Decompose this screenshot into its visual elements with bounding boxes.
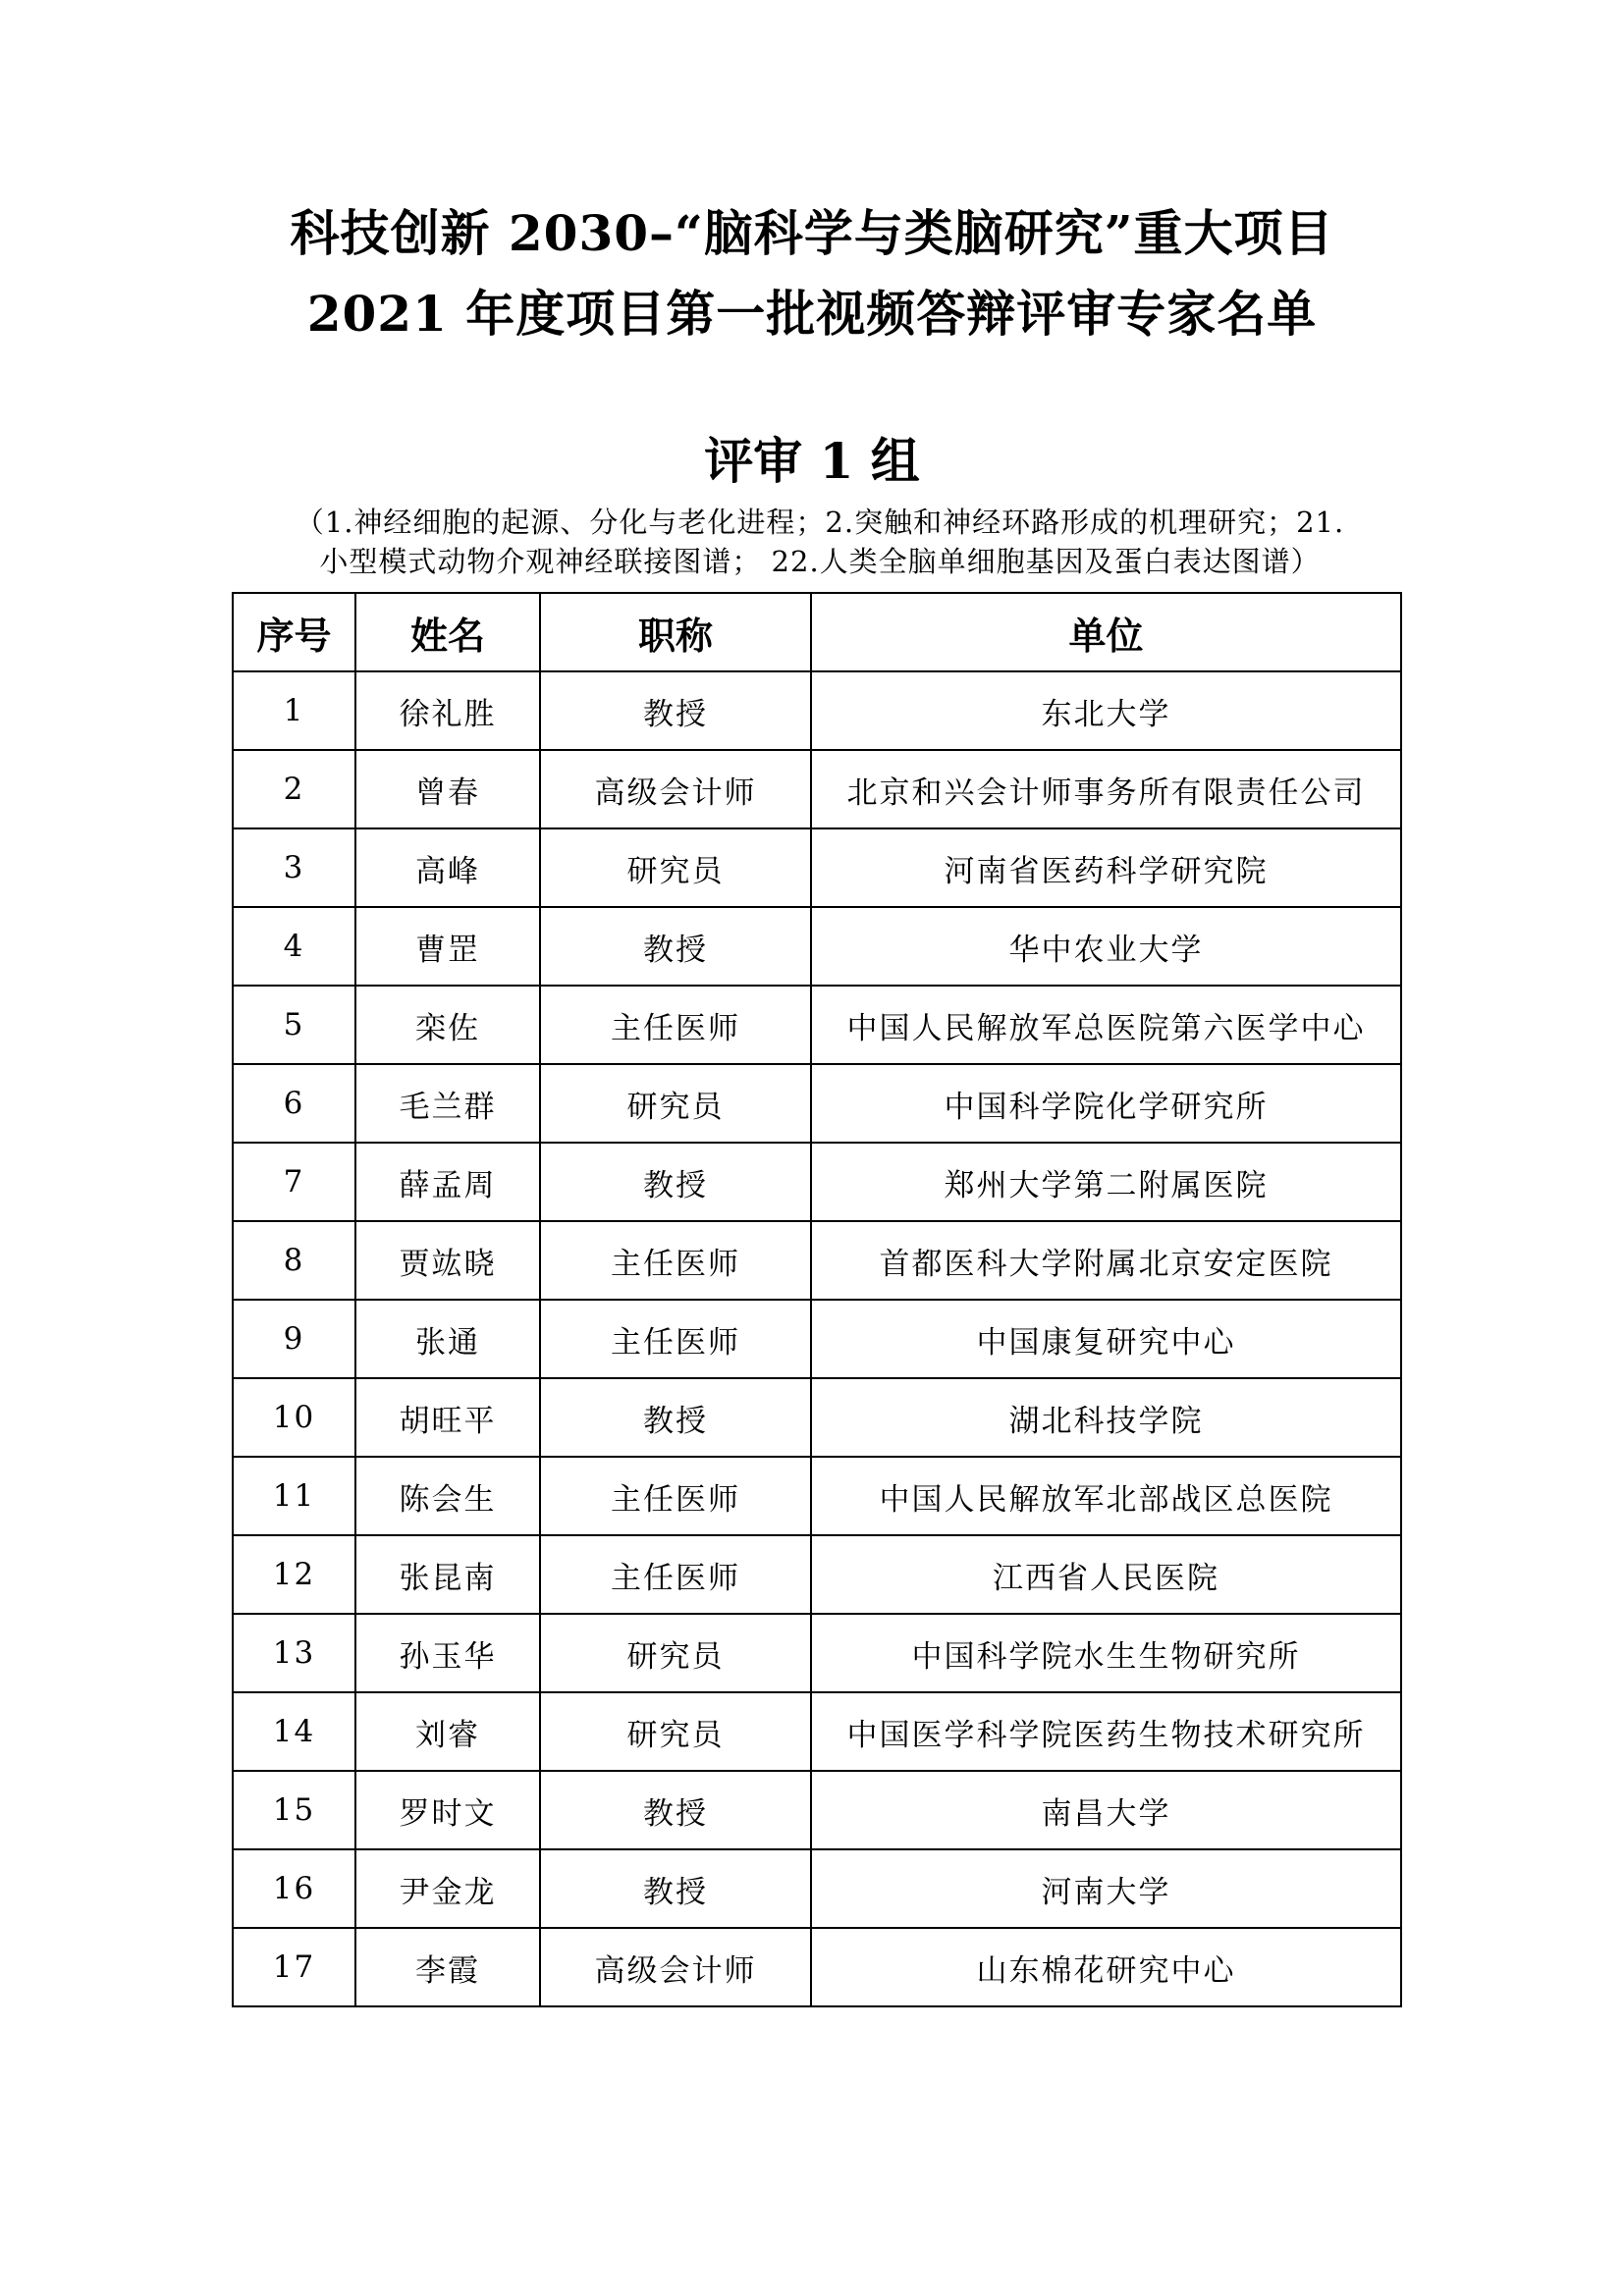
cell-no: 6 <box>233 1064 355 1143</box>
cell-title: 主任医师 <box>540 1535 811 1614</box>
cell-title: 高级会计师 <box>540 750 811 828</box>
cell-name: 曾春 <box>355 750 540 828</box>
table-row <box>233 1457 1401 1535</box>
table-row <box>233 1300 1401 1378</box>
cell-org: 中国医学科学院医药生物技术研究所 <box>811 1692 1401 1771</box>
header-no: 序号 <box>233 593 355 671</box>
cell-org: 中国人民解放军总医院第六医学中心 <box>811 986 1401 1064</box>
cell-name: 张昆南 <box>355 1535 540 1614</box>
table-row <box>233 1378 1401 1457</box>
cell-title: 高级会计师 <box>540 1928 811 2006</box>
cell-org: 中国科学院水生生物研究所 <box>811 1614 1401 1692</box>
group-heading: 评审 1 组 <box>704 432 920 490</box>
cell-name: 高峰 <box>355 828 540 907</box>
topics-line-2: 小型模式动物介观神经联接图谱； 22.人类全脑单细胞基因及蛋白表达图谱） <box>319 545 1321 578</box>
cell-title: 研究员 <box>540 1614 811 1692</box>
cell-title: 教授 <box>540 1771 811 1849</box>
cell-no: 1 <box>233 671 355 750</box>
cell-name: 李霞 <box>355 1928 540 2006</box>
cell-no: 7 <box>233 1143 355 1221</box>
cell-no: 12 <box>233 1535 355 1614</box>
cell-org: 中国科学院化学研究所 <box>811 1064 1401 1143</box>
cell-org: 中国康复研究中心 <box>811 1300 1401 1378</box>
cell-no: 13 <box>233 1614 355 1692</box>
cell-title: 主任医师 <box>540 1300 811 1378</box>
table-row <box>233 1928 1401 2006</box>
cell-title: 研究员 <box>540 1692 811 1771</box>
table-row <box>233 750 1401 828</box>
cell-no: 16 <box>233 1849 355 1928</box>
topics-line-1: （1.神经细胞的起源、分化与老化进程；2.突触和神经环路形成的机理研究；21. <box>295 506 1345 539</box>
cell-org: 河南省医药科学研究院 <box>811 828 1401 907</box>
cell-no: 3 <box>233 828 355 907</box>
cell-no: 14 <box>233 1692 355 1771</box>
cell-org: 山东棉花研究中心 <box>811 1928 1401 2006</box>
table-row <box>233 986 1401 1064</box>
cell-org: 江西省人民医院 <box>811 1535 1401 1614</box>
table-header-row <box>233 593 1401 671</box>
cell-org: 北京和兴会计师事务所有限责任公司 <box>811 750 1401 828</box>
cell-title: 主任医师 <box>540 986 811 1064</box>
cell-name: 薛孟周 <box>355 1143 540 1221</box>
cell-no: 11 <box>233 1457 355 1535</box>
cell-title: 教授 <box>540 1143 811 1221</box>
cell-org: 湖北科技学院 <box>811 1378 1401 1457</box>
table-row <box>233 1143 1401 1221</box>
cell-title: 教授 <box>540 1849 811 1928</box>
table-row <box>233 1771 1401 1849</box>
cell-title: 教授 <box>540 907 811 986</box>
table-row <box>233 1692 1401 1771</box>
cell-org: 华中农业大学 <box>811 907 1401 986</box>
cell-org: 首都医科大学附属北京安定医院 <box>811 1221 1401 1300</box>
cell-no: 9 <box>233 1300 355 1378</box>
cell-org: 东北大学 <box>811 671 1401 750</box>
table-row <box>233 1849 1401 1928</box>
cell-name: 尹金龙 <box>355 1849 540 1928</box>
experts-table <box>232 592 1402 2007</box>
cell-org: 中国人民解放军北部战区总医院 <box>811 1457 1401 1535</box>
cell-name: 孙玉华 <box>355 1614 540 1692</box>
cell-title: 研究员 <box>540 1064 811 1143</box>
cell-no: 15 <box>233 1771 355 1849</box>
table-row <box>233 671 1401 750</box>
document-title-line-2: 2021 年度项目第一批视频答辩评审专家名单 <box>306 285 1318 343</box>
cell-name: 徐礼胜 <box>355 671 540 750</box>
cell-no: 5 <box>233 986 355 1064</box>
cell-org: 郑州大学第二附属医院 <box>811 1143 1401 1221</box>
cell-title: 教授 <box>540 1378 811 1457</box>
cell-no: 8 <box>233 1221 355 1300</box>
cell-name: 栾佐 <box>355 986 540 1064</box>
cell-title: 主任医师 <box>540 1457 811 1535</box>
document-title-line-1: 科技创新 2030–“脑科学与类脑研究”重大项目 <box>290 204 1334 262</box>
group-topics <box>245 503 1394 581</box>
cell-name: 毛兰群 <box>355 1064 540 1143</box>
cell-no: 10 <box>233 1378 355 1457</box>
cell-name: 罗时文 <box>355 1771 540 1849</box>
cell-title: 主任医师 <box>540 1221 811 1300</box>
cell-name: 胡旺平 <box>355 1378 540 1457</box>
cell-name: 陈会生 <box>355 1457 540 1535</box>
cell-name: 张通 <box>355 1300 540 1378</box>
table-row <box>233 907 1401 986</box>
header-org: 单位 <box>811 593 1401 671</box>
table-row <box>233 1614 1401 1692</box>
cell-org: 南昌大学 <box>811 1771 1401 1849</box>
table-row <box>233 1221 1401 1300</box>
table-row <box>233 828 1401 907</box>
cell-no: 17 <box>233 1928 355 2006</box>
cell-org: 河南大学 <box>811 1849 1401 1928</box>
cell-title: 研究员 <box>540 828 811 907</box>
header-title: 职称 <box>540 593 811 671</box>
header-name: 姓名 <box>355 593 540 671</box>
cell-no: 2 <box>233 750 355 828</box>
table-row <box>233 1064 1401 1143</box>
table-row <box>233 1535 1401 1614</box>
cell-no: 4 <box>233 907 355 986</box>
cell-name: 贾竑晓 <box>355 1221 540 1300</box>
cell-name: 曹罡 <box>355 907 540 986</box>
cell-title: 教授 <box>540 671 811 750</box>
cell-name: 刘睿 <box>355 1692 540 1771</box>
